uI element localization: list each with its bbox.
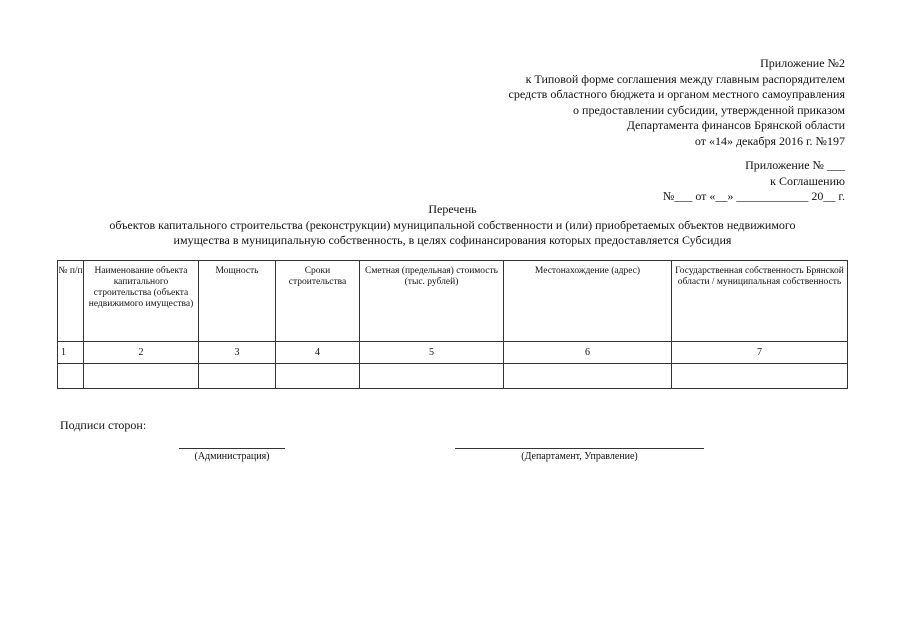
signature-administration: (Администрация) [179, 448, 285, 462]
appendix-reference [509, 56, 845, 149]
header-cell-cost: Сметная (предельная) стоимость (тыс. рублей) [360, 261, 504, 342]
table-row [58, 364, 848, 389]
column-number: 1 [58, 342, 84, 364]
header-cell-number: № п/п [58, 261, 84, 342]
subtitle-line: объектов капитального строительства (реконструкции) муниципальной собственности и (или) приобретаемых объектов недвижимого [109, 218, 796, 232]
table-cell [672, 364, 848, 389]
signatures-label: Подписи сторон: [60, 418, 147, 432]
table-cell [84, 364, 199, 389]
table-cell [360, 364, 504, 389]
signature-department: (Департамент, Управление) [455, 448, 704, 462]
agreement-line: Приложение № ___ [745, 158, 845, 172]
subtitle-line: имущества в муниципальную собственность, в целях софинансирования которых предоставляется Субсидия [173, 232, 732, 247]
appendix-line: Приложение №2 [760, 56, 845, 70]
column-number: 3 [199, 342, 276, 364]
objects-table [57, 260, 848, 389]
table-header-row [58, 261, 848, 342]
column-number: 6 [504, 342, 672, 364]
table-number-row [58, 342, 848, 364]
appendix-line: к Типовой форме соглашения между главным распорядителем [525, 71, 845, 86]
agreement-line: №___ от «__» ____________ 20__ г. [662, 189, 845, 203]
header-cell-name: Наименование объекта капитального строительства (объекта недвижимого имущества) [84, 261, 199, 342]
header-cell-ownership: Государственная собственность Брянской области / муниципальная собственность [672, 261, 848, 342]
column-number: 4 [276, 342, 360, 364]
column-number: 2 [84, 342, 199, 364]
appendix-line: Департамента финансов Брянской области [626, 118, 845, 132]
document-title [60, 202, 845, 217]
appendix-line: о предоставлении субсидии, утвержденной приказом [573, 102, 845, 117]
agreement-reference [663, 158, 845, 205]
header-cell-capacity: Мощность [199, 261, 276, 342]
agreement-line: к Соглашению [770, 173, 845, 188]
document-subtitle [60, 218, 845, 247]
header-cell-address: Местонахождение (адрес) [504, 261, 672, 342]
header-cell-terms: Сроки строительства [276, 261, 360, 342]
table-cell [276, 364, 360, 389]
table-cell [199, 364, 276, 389]
column-number: 7 [672, 342, 848, 364]
appendix-line: средств областного бюджета и органом местного самоуправления [508, 87, 845, 101]
table-cell [504, 364, 672, 389]
column-number: 5 [360, 342, 504, 364]
title-heading: Перечень [428, 202, 477, 216]
table-cell [58, 364, 84, 389]
appendix-line: от «14» декабря 2016 г. №197 [694, 133, 845, 148]
